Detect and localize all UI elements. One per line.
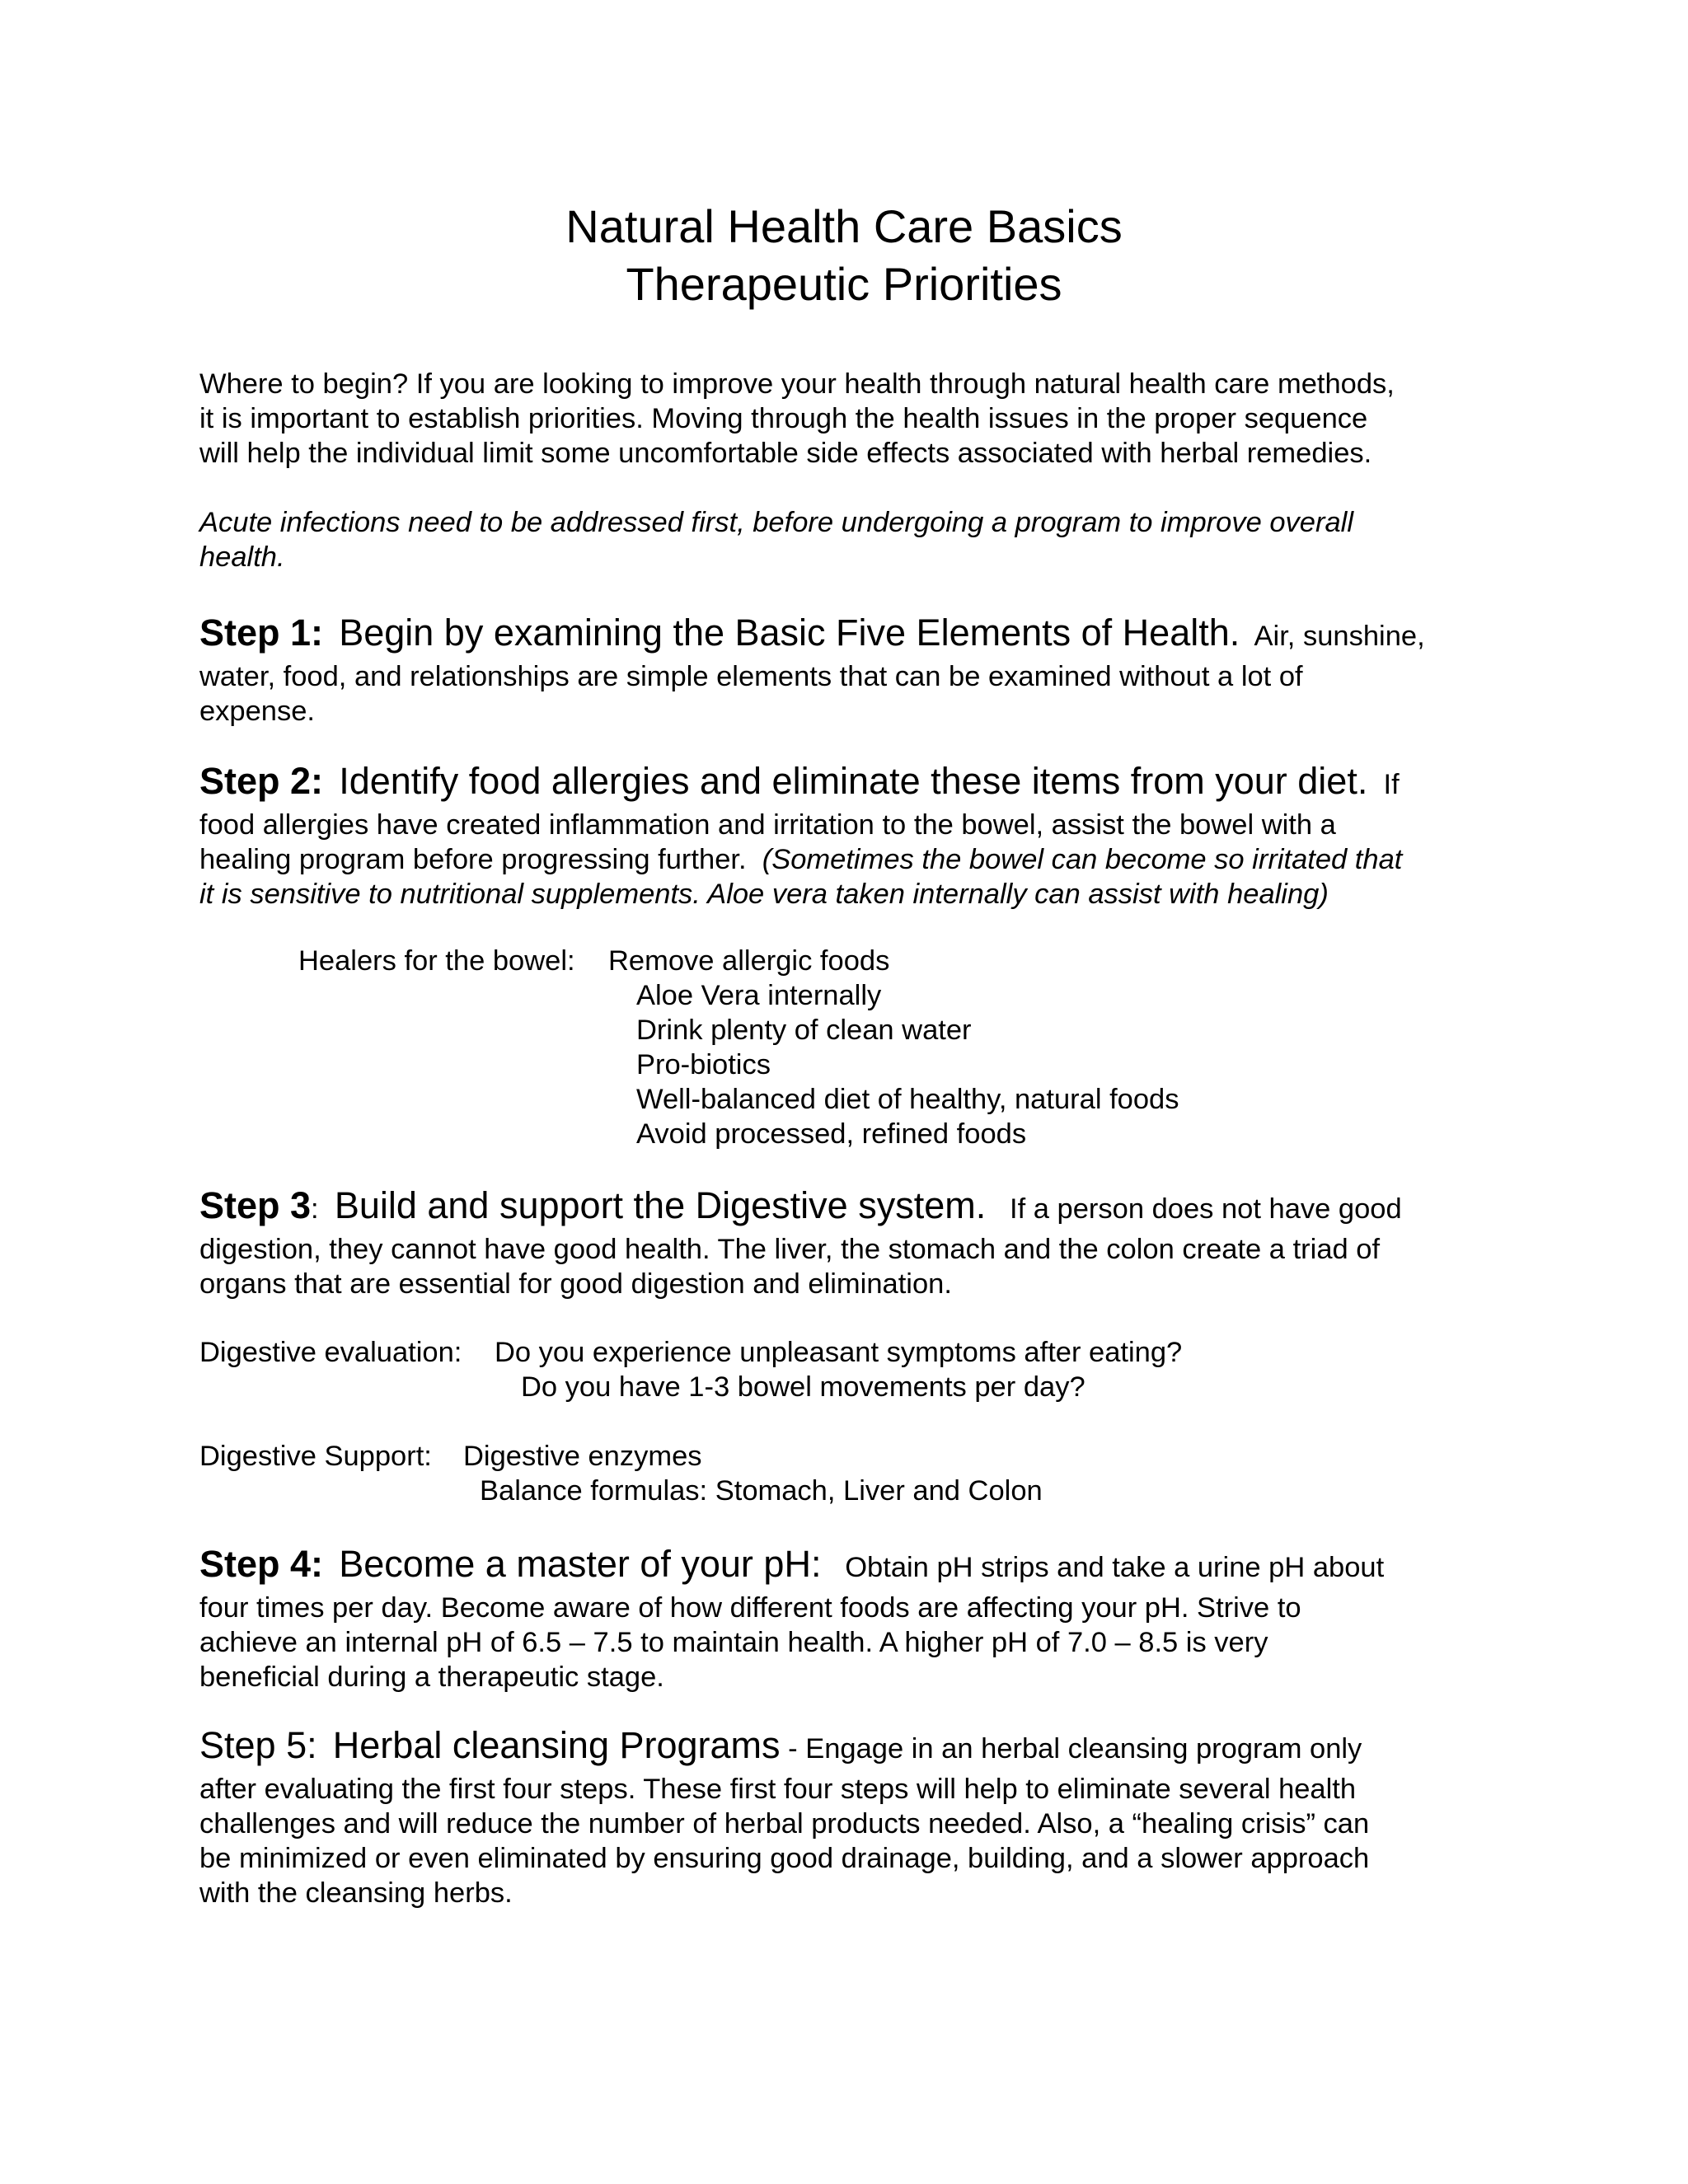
step-4-heading: Become a master of your pH: — [339, 1543, 822, 1585]
step-2-text: If — [1383, 769, 1400, 800]
intro-paragraph — [199, 367, 1502, 471]
step-4-section — [199, 1541, 1502, 1694]
healers-label: Healers for the bowel: — [298, 945, 575, 977]
evaluation-question: Do you experience unpleasant symptoms after eating? — [495, 1337, 1183, 1368]
step-3-label: Step 3 — [199, 1184, 312, 1226]
step-2-section — [199, 758, 1502, 912]
step-2-line: healing program before progressing further. — [199, 844, 762, 875]
step-1-line: water, food, and relationships are simple elements that can be examined without a lot of — [199, 661, 1303, 692]
note-line: Acute infections need to be addressed first, before undergoing a program to improve overall — [199, 507, 1353, 538]
step-1-label: Step 1: — [199, 612, 324, 654]
step-5-section — [199, 1722, 1502, 1910]
step-3-line: digestion, they cannot have good health. The liver, the stomach and the colon create a triad of — [199, 1234, 1381, 1265]
note-line: health. — [199, 541, 285, 573]
support-item: Balance formulas: Stomach, Liver and Colon — [480, 1475, 1043, 1507]
step-3-colon: : — [311, 1193, 319, 1225]
step-4-line: achieve an internal pH of 6.5 – 7.5 to maintain health. A higher pH of 7.0 – 8.5 is very — [199, 1627, 1268, 1658]
step-2-italic-note: it is sensitive to nutritional supplements. Aloe vera taken internally can assist with healing) — [199, 879, 1329, 910]
healers-list-item: Avoid processed, refined foods — [636, 1118, 1027, 1150]
step-4-line: beneficial during a therapeutic stage. — [199, 1661, 664, 1693]
healers-list-continued — [636, 978, 1179, 1151]
digestive-support-label: Digestive Support: — [199, 1441, 432, 1472]
step-4-text: Obtain pH strips and take a urine pH about — [845, 1552, 1385, 1583]
intro-line: Where to begin? If you are looking to improve your health through natural health care methods, — [199, 368, 1395, 400]
document-title: Natural Health Care Basics — [565, 200, 1123, 252]
evaluation-question: Do you have 1-3 bowel movements per day? — [521, 1371, 1085, 1403]
digestive-evaluation-label: Digestive evaluation: — [199, 1337, 462, 1368]
step-2-heading: Identify food allergies and eliminate these items from your diet. — [339, 760, 1368, 802]
step-1-line: expense. — [199, 696, 316, 727]
step-3-text: If a person does not have good — [1009, 1193, 1402, 1225]
step-5-line: with the cleansing herbs. — [199, 1877, 513, 1909]
step-3-heading: Build and support the Digestive system. — [334, 1184, 987, 1226]
step-5-line: challenges and will reduce the number of herbal products needed. Also, a “healing crisis” can — [199, 1808, 1370, 1840]
step-3-line: organs that are essential for good digestion and elimination. — [199, 1268, 952, 1300]
step-5-heading: Herbal cleansing Programs — [332, 1724, 781, 1766]
step-5-line: after evaluating the first four steps. These first four steps will help to eliminate several health — [199, 1774, 1357, 1805]
healers-list-item: Remove allergic foods — [608, 945, 890, 977]
step-4-label: Step 4: — [199, 1543, 324, 1585]
intro-line: will help the individual limit some uncomfortable side effects associated with herbal remedies. — [199, 438, 1372, 469]
healers-list — [608, 944, 889, 978]
step-1-text: Air, sunshine, — [1254, 621, 1425, 652]
step-3-section — [199, 1183, 1502, 1301]
step-4-line: four times per day. Become aware of how different foods are affecting your pH. Strive to — [199, 1592, 1301, 1624]
step-2-line: food allergies have created inflammation and irritation to the bowel, assist the bowel with a — [199, 809, 1336, 841]
step-1-section — [199, 610, 1502, 729]
step-5-line: be minimized or even eliminated by ensuring good drainage, building, and a slower approach — [199, 1843, 1370, 1874]
step-2-label: Step 2: — [199, 760, 324, 802]
step-1-heading: Begin by examining the Basic Five Elements of Health. — [339, 612, 1240, 654]
healers-list-item: Pro-biotics — [636, 1049, 771, 1080]
step-5-label: Step 5: — [199, 1724, 317, 1766]
healers-list-item: Aloe Vera internally — [636, 980, 882, 1011]
step-2-italic-note: (Sometimes the bowel can become so irritated that — [762, 844, 1403, 875]
intro-line: it is important to establish priorities. Moving through the health issues in the proper sequence — [199, 403, 1368, 434]
support-item: Digestive enzymes — [463, 1441, 702, 1472]
healers-list-item: Drink plenty of clean water — [636, 1015, 972, 1046]
acute-infections-note — [199, 505, 1502, 574]
healers-list-item: Well-balanced diet of healthy, natural foods — [636, 1084, 1179, 1115]
step-5-text: - Engage in an herbal cleansing program only — [788, 1733, 1362, 1765]
document-subtitle: Therapeutic Priorities — [626, 258, 1062, 310]
